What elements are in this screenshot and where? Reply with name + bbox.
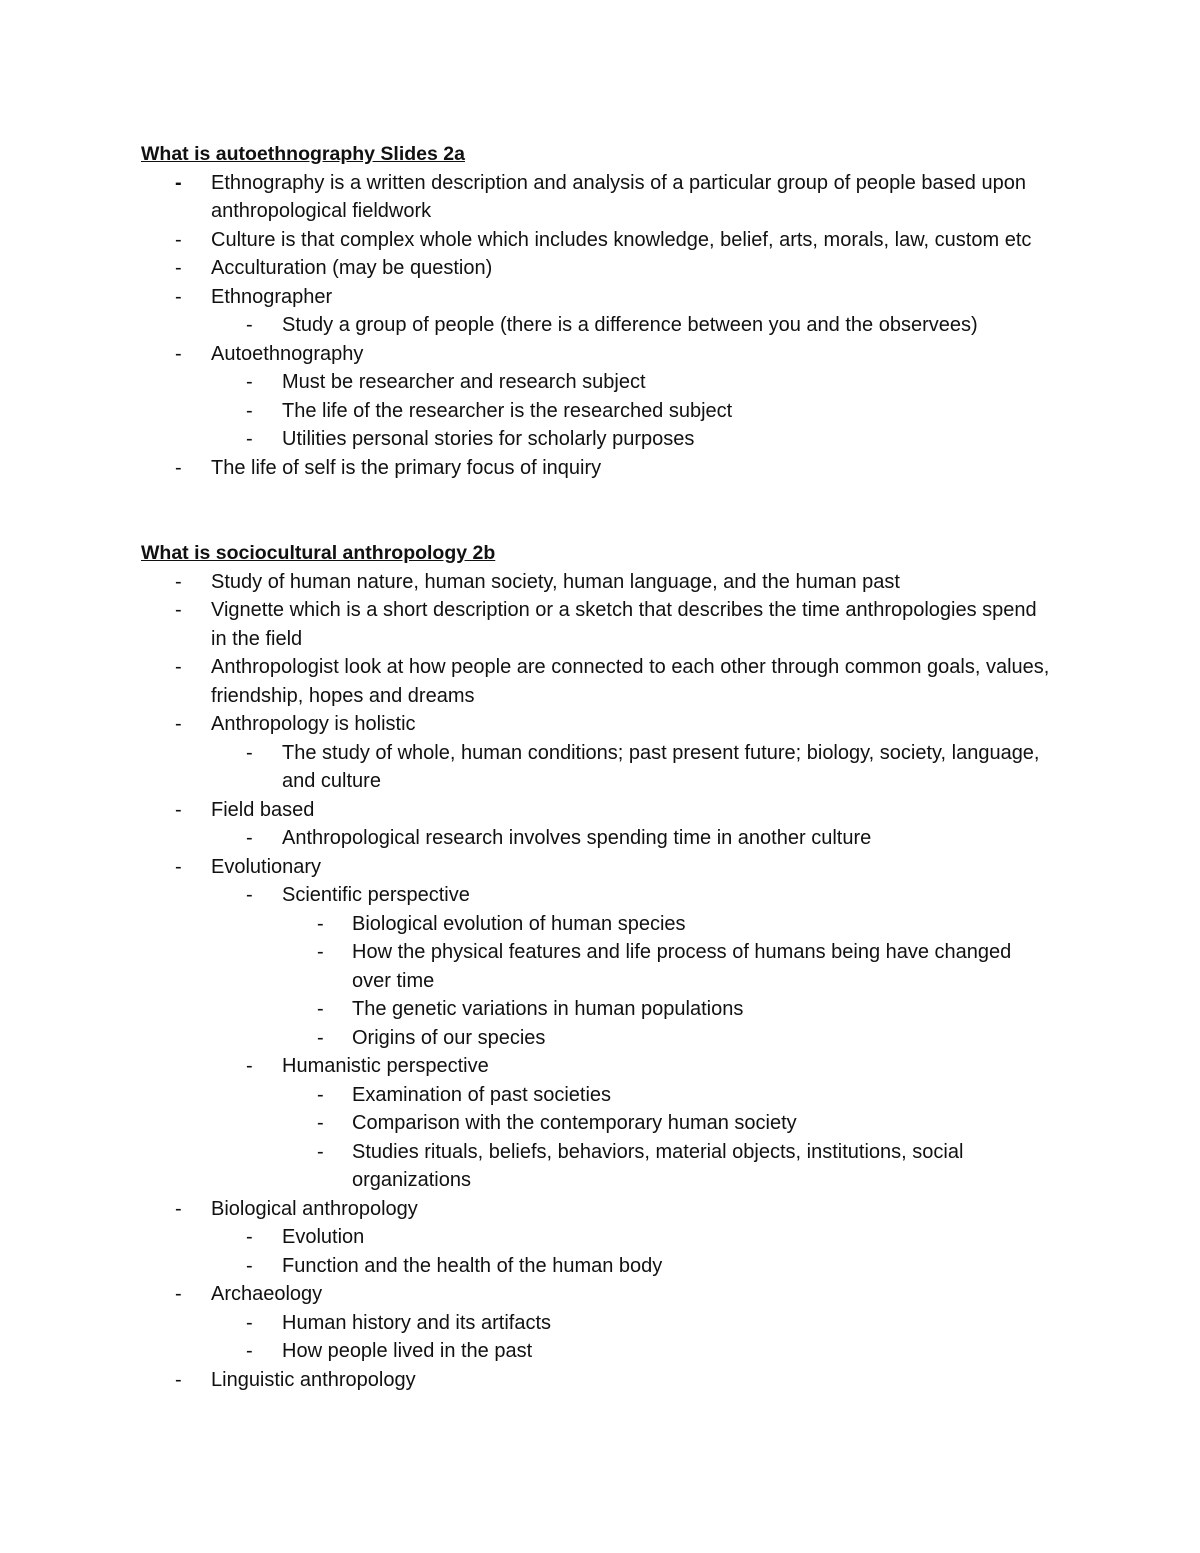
list-item [141, 995, 1052, 1024]
list-item [141, 425, 1052, 454]
list-item [141, 910, 1052, 939]
list-item-text: Biological evolution of human species [352, 912, 686, 935]
dash-bullet-icon: - [175, 570, 182, 593]
list-item-text: Anthropologist look at how people are connected to each other through common goals, values, friendship, hopes and dreams [211, 656, 1050, 707]
dash-bullet-icon: - [175, 1197, 182, 1220]
dash-bullet-icon: - [175, 228, 182, 251]
dash-bullet-icon: - [175, 257, 182, 279]
list-item [141, 1309, 1052, 1338]
dash-bullet-icon: - [317, 912, 324, 935]
dash-bullet-icon: - [317, 1026, 324, 1049]
list-item-text: The study of whole, human conditions; past present future; biology, society, language, and culture [282, 741, 1040, 792]
dash-bullet-icon: - [317, 941, 324, 963]
list-item [141, 1138, 1052, 1195]
dash-bullet-icon: - [246, 1055, 253, 1077]
section-heading: What is sociocultural anthropology 2b [141, 542, 496, 564]
list-item [141, 283, 1052, 312]
dash-bullet-icon: - [175, 285, 182, 308]
list-item [141, 1280, 1052, 1309]
list-item-text: Anthropological research involves spending time in another culture [282, 827, 872, 849]
dash-bullet-icon: - [175, 855, 182, 878]
dash-bullet-icon: - [246, 371, 253, 393]
list-item-text: The life of the researcher is the researched subject [282, 399, 733, 422]
dash-bullet-icon: - [317, 1140, 324, 1163]
list-item-text: Ethnography is a written description and analysis of a particular group of people based upon anthropological fieldwork [211, 171, 1026, 222]
list-item [141, 340, 1052, 369]
list-item-text: The life of self is the primary focus of inquiry [211, 456, 602, 479]
dash-bullet-icon: - [317, 998, 324, 1020]
dash-bullet-icon: - [175, 342, 182, 365]
list-item-text: Comparison with the contemporary human society [352, 1112, 797, 1134]
dash-bullet-icon: - [246, 827, 253, 849]
section-autoethnography [141, 140, 1052, 482]
dash-bullet-icon: - [175, 1368, 182, 1391]
list-item-text: How the physical features and life process of humans being have changed over time [352, 941, 1012, 992]
list-item-text: Scientific perspective [282, 884, 470, 906]
list-item [141, 739, 1052, 796]
list-item-text: Must be researcher and research subject [282, 371, 646, 393]
list-item-text: How people lived in the past [282, 1340, 533, 1362]
list-item [141, 368, 1052, 397]
list-item-text: Humanistic perspective [282, 1055, 489, 1077]
list-item [141, 568, 1052, 597]
dash-bullet-icon: - [246, 1340, 253, 1362]
list-item-text: Archaeology [211, 1283, 323, 1305]
bullet-list [141, 568, 1052, 1395]
list-item [141, 1252, 1052, 1281]
list-item [141, 653, 1052, 710]
dash-bullet-icon: - [246, 1311, 253, 1334]
list-item-text: Study of human nature, human society, human language, and the human past [211, 570, 900, 593]
list-item-text: Vignette which is a short description or a sketch that describes the time anthropologies spend in the field [211, 599, 1037, 650]
list-item-text: Biological anthropology [211, 1197, 418, 1220]
dash-bullet-icon: - [175, 171, 182, 194]
dash-bullet-icon: - [175, 656, 182, 678]
dash-bullet-icon: - [317, 1083, 324, 1106]
list-item-text: Utilities personal stories for scholarly purposes [282, 428, 695, 450]
list-item-text: Acculturation (may be question) [211, 257, 493, 279]
list-item [141, 1109, 1052, 1138]
list-item [141, 311, 1052, 340]
list-item [141, 710, 1052, 739]
list-item [141, 824, 1052, 853]
list-item [141, 1223, 1052, 1252]
list-item-text: Studies rituals, beliefs, behaviors, material objects, institutions, social organizations [352, 1140, 964, 1191]
section-sociocultural-anthropology [141, 539, 1052, 1394]
list-item [141, 254, 1052, 283]
list-item-text: Study a group of people (there is a difference between you and the observees) [282, 314, 978, 336]
list-item [141, 226, 1052, 255]
list-item-text: Field based [211, 798, 315, 821]
list-item [141, 1366, 1052, 1395]
dash-bullet-icon: - [317, 1112, 324, 1134]
dash-bullet-icon: - [246, 399, 253, 422]
dash-bullet-icon: - [246, 884, 253, 906]
list-item [141, 1052, 1052, 1081]
dash-bullet-icon: - [246, 1226, 253, 1248]
list-item [141, 796, 1052, 825]
dash-bullet-icon: - [175, 798, 182, 821]
list-item [141, 1024, 1052, 1053]
list-item-text: Evolutionary [211, 855, 322, 878]
dash-bullet-icon: - [246, 1254, 253, 1277]
dash-bullet-icon: - [175, 599, 182, 621]
list-item-text: Origins of our species [352, 1026, 546, 1049]
dash-bullet-icon: - [246, 428, 253, 450]
list-item-text: Human history and its artifacts [282, 1311, 551, 1334]
list-item-text: Function and the health of the human body [282, 1254, 663, 1277]
dash-bullet-icon: - [246, 314, 253, 336]
dash-bullet-icon: - [175, 713, 182, 735]
list-item [141, 169, 1052, 226]
dash-bullet-icon: - [246, 741, 253, 764]
list-item [141, 1081, 1052, 1110]
list-item-text: Linguistic anthropology [211, 1368, 416, 1391]
list-item [141, 1337, 1052, 1366]
list-item [141, 938, 1052, 995]
list-item-text: Ethnographer [211, 285, 333, 308]
list-item [141, 1195, 1052, 1224]
list-item-text: Autoethnography [211, 342, 364, 365]
dash-bullet-icon: - [175, 456, 182, 479]
list-item-text: Evolution [282, 1226, 365, 1248]
list-item [141, 881, 1052, 910]
list-item [141, 596, 1052, 653]
bullet-list [141, 169, 1052, 483]
list-item-text: Culture is that complex whole which includes knowledge, belief, arts, morals, law, custom etc [211, 228, 1032, 251]
section-heading: What is autoethnography Slides 2a [141, 143, 465, 165]
list-item-text: The genetic variations in human populations [352, 998, 744, 1020]
list-item [141, 454, 1052, 483]
dash-bullet-icon: - [175, 1283, 182, 1305]
list-item-text: Examination of past societies [352, 1083, 612, 1106]
list-item-text: Anthropology is holistic [211, 713, 416, 735]
list-item [141, 397, 1052, 426]
list-item [141, 853, 1052, 882]
